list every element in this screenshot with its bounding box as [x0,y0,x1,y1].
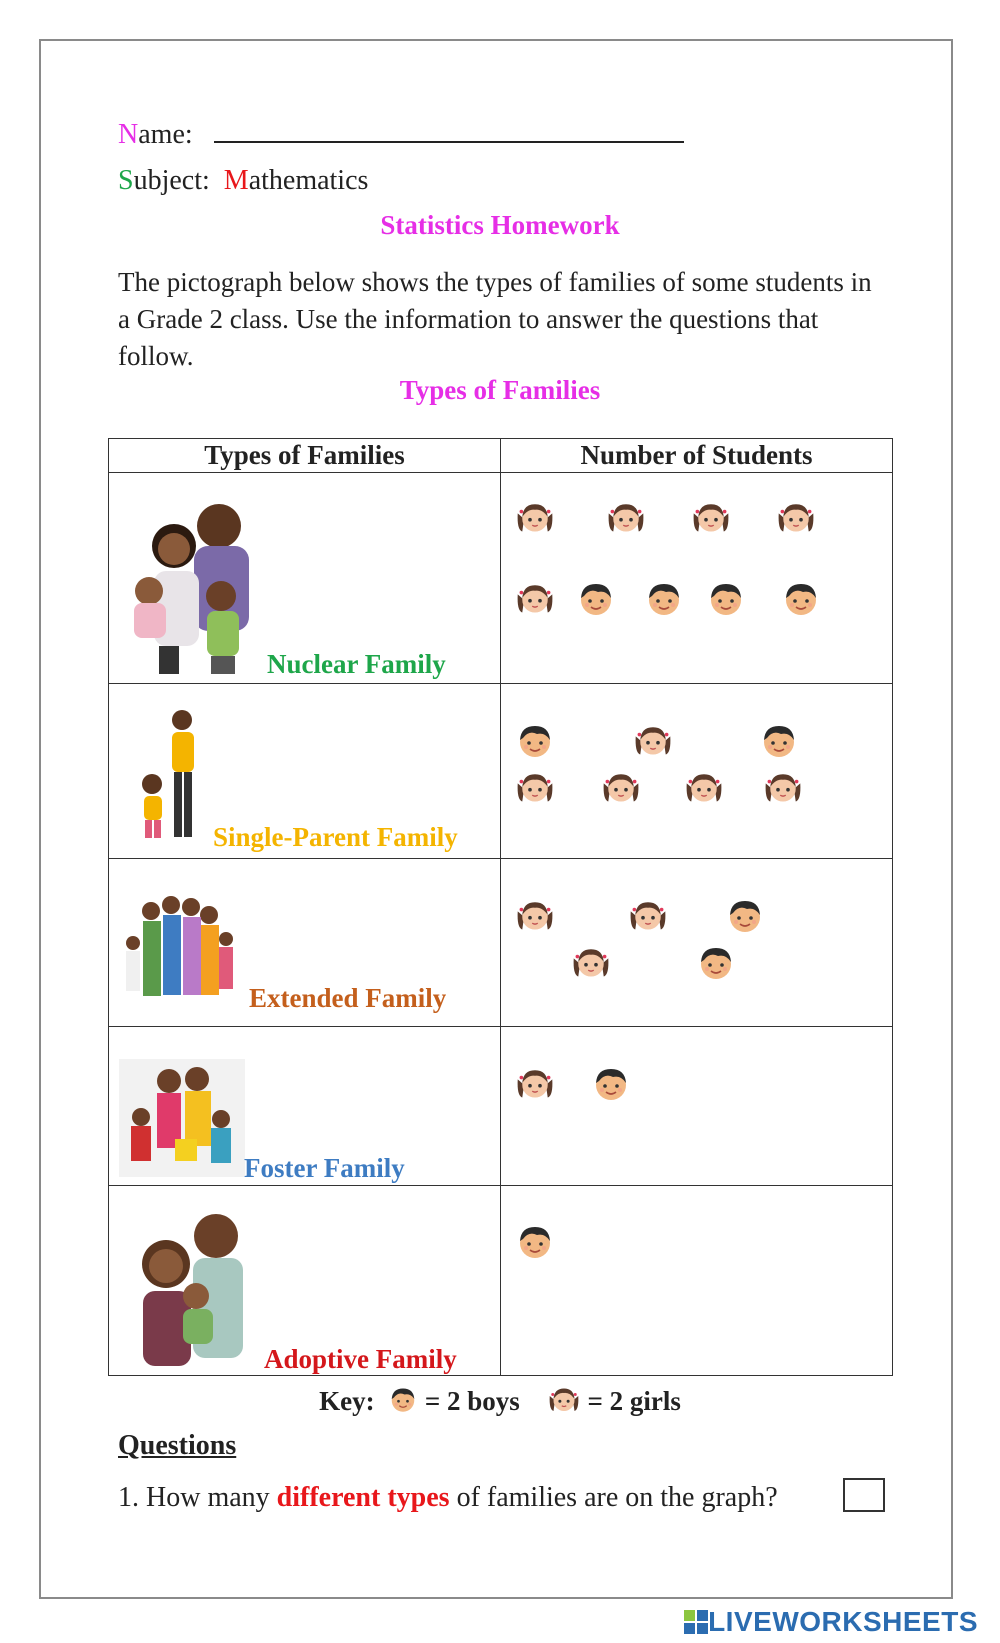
extended-family-illustration [121,891,246,1006]
answer-box-q1[interactable] [843,1478,885,1512]
icon-group [501,1186,892,1375]
name-initial: N [118,119,139,150]
foster-family-illustration [119,1059,245,1177]
subject-row [118,165,368,197]
girl-face-icon [684,767,724,807]
intro-text: The pictograph below shows the types of families of some students in a Grade 2 class. Use the information to answer the questions that follow. [118,267,872,371]
boy-face-icon [515,720,555,760]
girl-face-icon [763,767,803,807]
boy-face-icon [576,578,616,618]
girl-face-icon [515,1063,555,1103]
family-label-single: Single-Parent Family [213,822,458,852]
question-1-start: 1. How many [118,1482,277,1513]
key-girls: = 2 girls [587,1386,681,1416]
liveworksheets-logo [684,1606,978,1638]
boy-face-icon [781,578,821,618]
table-row [109,859,893,1027]
family-cell-adoptive [109,1186,501,1376]
family-cell-nuclear [109,473,501,684]
girl-face-icon [515,578,555,618]
boy-face-icon [759,720,799,760]
icons-cell-foster [501,1027,893,1186]
icon-group [501,1027,892,1185]
table-row [109,1186,893,1376]
family-label-extended: Extended Family [249,983,447,1013]
boy-face-icon [706,578,746,618]
subject-label: ubject: [133,165,210,196]
girl-face-icon [571,942,611,982]
homework-title: Statistics Homework [380,210,620,240]
graph-title: Types of Families [399,375,601,405]
table-row [109,684,893,859]
icons-cell-nuclear [501,473,893,684]
table-row [109,473,893,684]
key-boys: = 2 boys [424,1386,520,1416]
subject-value-initial: M [223,165,249,196]
icons-cell-single [501,684,893,859]
family-cell-extended [109,859,501,1027]
girl-face-icon [515,497,555,537]
name-input-line[interactable] [214,115,684,143]
name-row [118,115,684,151]
subject-value: athematics [248,165,369,196]
boy-face-icon [591,1063,631,1103]
boy-face-icon [696,942,736,982]
icons-cell-extended [501,859,893,1027]
key-row [0,1384,1000,1417]
nuclear-family-illustration [119,491,269,676]
icon-group [501,473,892,683]
icon-group [501,859,892,1026]
family-label-adoptive: Adoptive Family [264,1344,457,1374]
questions-heading: Questions [118,1430,237,1461]
girl-face-icon [515,895,555,935]
boy-face-icon [515,1221,555,1261]
girl-face-icon [547,1384,581,1414]
question-1 [118,1482,778,1514]
boy-face-icon [725,895,765,935]
pictograph-table [108,438,893,1376]
boy-face-icon [388,1384,418,1414]
single-parent-family-illustration [134,706,204,846]
family-cell-single [109,684,501,859]
subject-initial: S [118,165,134,196]
footer-brand: LIVEWORKSHEETS [708,1606,978,1637]
girl-face-icon [515,767,555,807]
family-label-foster: Foster Family [244,1153,405,1183]
adoptive-family-illustration [121,1206,261,1371]
girl-face-icon [601,767,641,807]
boy-face-icon [644,578,684,618]
key-label: Key: [319,1386,375,1416]
girl-face-icon [606,497,646,537]
girl-face-icon [776,497,816,537]
girl-face-icon [691,497,731,537]
icon-group [501,684,892,858]
col-header-number: Number of Students [501,439,893,473]
table-row [109,1027,893,1186]
family-cell-foster [109,1027,501,1186]
logo-grid-icon [684,1610,708,1634]
question-1-highlight: different types [276,1482,450,1513]
question-1-end: of families are on the graph? [449,1482,778,1513]
name-label: ame: [138,119,193,150]
girl-face-icon [633,720,673,760]
col-header-types: Types of Families [109,439,501,473]
family-label-nuclear: Nuclear Family [267,649,446,679]
girl-face-icon [628,895,668,935]
icons-cell-adoptive [501,1186,893,1376]
